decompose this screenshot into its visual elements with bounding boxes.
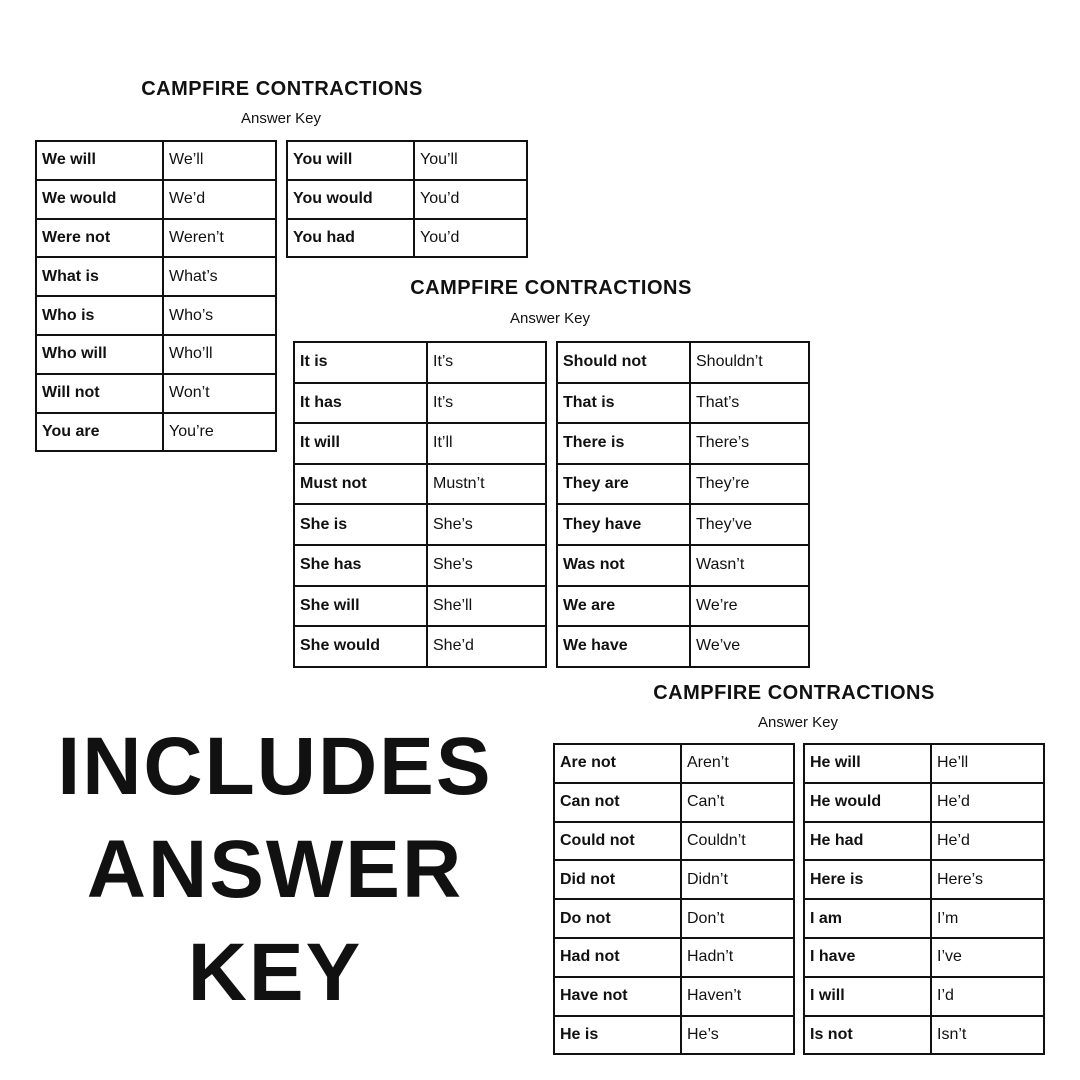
contraction-cell: Couldn’t [681, 822, 794, 861]
table-row [287, 141, 527, 180]
table-row [804, 860, 1044, 899]
contraction-cell: It’ll [427, 423, 546, 464]
contraction-cell: Didn’t [681, 860, 794, 899]
contraction-cell: She’ll [427, 586, 546, 627]
contraction-cell: They’re [690, 464, 809, 505]
sheet-2-subtitle: Answer Key [509, 310, 591, 327]
phrase-cell: You had [287, 219, 414, 258]
table-row [557, 545, 809, 586]
contraction-cell: You’d [414, 219, 527, 258]
contraction-cell: We’re [690, 586, 809, 627]
sheet-3-table-right [803, 743, 1045, 1055]
table-row [294, 586, 546, 627]
table-row [557, 464, 809, 505]
sheet-2-table-right [556, 341, 810, 668]
table-row [804, 938, 1044, 977]
table-row [554, 783, 794, 822]
contraction-cell: Wasn’t [690, 545, 809, 586]
contraction-cell: Shouldn’t [690, 342, 809, 383]
phrase-cell: He would [804, 783, 931, 822]
table-row [554, 938, 794, 977]
phrase-cell: Must not [294, 464, 427, 505]
contraction-cell: You’re [163, 413, 276, 452]
contraction-cell: Won’t [163, 374, 276, 413]
phrase-cell: There is [557, 423, 690, 464]
phrase-cell: I will [804, 977, 931, 1016]
contraction-cell: It’s [427, 342, 546, 383]
table-row [294, 504, 546, 545]
phrase-cell: Were not [36, 219, 163, 258]
table-row [557, 626, 809, 667]
phrase-cell: Will not [36, 374, 163, 413]
table-row [36, 141, 276, 180]
phrase-cell: She has [294, 545, 427, 586]
table-row [557, 586, 809, 627]
contraction-cell: She’s [427, 545, 546, 586]
promo-text [40, 715, 510, 1024]
table-row [804, 744, 1044, 783]
promo-line-key: KEY [187, 927, 363, 1018]
sheet-1-table-right [286, 140, 528, 258]
table-row [287, 219, 527, 258]
contraction-cell: You’d [414, 180, 527, 219]
contraction-cell: He’s [681, 1016, 794, 1055]
table-row [557, 504, 809, 545]
contraction-cell: That’s [690, 383, 809, 424]
table-row [554, 899, 794, 938]
table-row [554, 1016, 794, 1055]
table-row [294, 626, 546, 667]
table-row [294, 383, 546, 424]
phrase-cell: It has [294, 383, 427, 424]
contraction-cell: Here’s [931, 860, 1044, 899]
phrase-cell: We would [36, 180, 163, 219]
phrase-cell: We will [36, 141, 163, 180]
contraction-cell: She’s [427, 504, 546, 545]
phrase-cell: We have [557, 626, 690, 667]
table-row [554, 860, 794, 899]
phrase-cell: You will [287, 141, 414, 180]
table-row [804, 899, 1044, 938]
table-row [554, 744, 794, 783]
contraction-cell: Weren’t [163, 219, 276, 258]
phrase-cell: That is [557, 383, 690, 424]
table-row [36, 374, 276, 413]
contraction-cell: We’d [163, 180, 276, 219]
phrase-cell: Is not [804, 1016, 931, 1055]
phrase-cell: What is [36, 257, 163, 296]
table-row [294, 545, 546, 586]
phrase-cell: Should not [557, 342, 690, 383]
contraction-cell: He’d [931, 783, 1044, 822]
table-row [294, 342, 546, 383]
table-row [804, 977, 1044, 1016]
contraction-cell: Haven’t [681, 977, 794, 1016]
phrase-cell: Have not [554, 977, 681, 1016]
phrase-cell: Had not [554, 938, 681, 977]
sheet-1-subtitle: Answer Key [240, 110, 322, 127]
contraction-cell: It’s [427, 383, 546, 424]
table-row [36, 219, 276, 258]
phrase-cell: He is [554, 1016, 681, 1055]
contraction-cell: Who’s [163, 296, 276, 335]
phrase-cell: Who is [36, 296, 163, 335]
table-row [554, 822, 794, 861]
table-row [36, 296, 276, 335]
sheet-2-title: CAMPFIRE CONTRACTIONS [410, 277, 692, 299]
contraction-cell: You’ll [414, 141, 527, 180]
contraction-cell: They’ve [690, 504, 809, 545]
phrase-cell: Was not [557, 545, 690, 586]
contraction-cell: I’d [931, 977, 1044, 1016]
sheet-1-title: CAMPFIRE CONTRACTIONS [141, 78, 423, 100]
sheet-1-table-left [35, 140, 277, 452]
phrase-cell: You would [287, 180, 414, 219]
contraction-cell: I’ve [931, 938, 1044, 977]
phrase-cell: Are not [554, 744, 681, 783]
phrase-cell: You are [36, 413, 163, 452]
table-row [557, 342, 809, 383]
contraction-cell: Mustn’t [427, 464, 546, 505]
contraction-cell: He’ll [931, 744, 1044, 783]
contraction-cell: What’s [163, 257, 276, 296]
table-row [554, 977, 794, 1016]
contraction-cell: Can’t [681, 783, 794, 822]
phrase-cell: Did not [554, 860, 681, 899]
phrase-cell: They are [557, 464, 690, 505]
sheet-2-table-left [293, 341, 547, 668]
contraction-cell: Aren’t [681, 744, 794, 783]
phrase-cell: I have [804, 938, 931, 977]
phrase-cell: I am [804, 899, 931, 938]
table-row [804, 783, 1044, 822]
phrase-cell: She will [294, 586, 427, 627]
promo-line-includes: INCLUDES [57, 721, 493, 812]
sheet-3-title: CAMPFIRE CONTRACTIONS [653, 682, 935, 704]
promo-line-answer: ANSWER [86, 824, 464, 915]
table-row [36, 335, 276, 374]
contraction-cell: There’s [690, 423, 809, 464]
phrase-cell: It will [294, 423, 427, 464]
phrase-cell: Can not [554, 783, 681, 822]
table-row [294, 464, 546, 505]
sheet-3-subtitle: Answer Key [757, 714, 839, 731]
phrase-cell: We are [557, 586, 690, 627]
contraction-cell: Hadn’t [681, 938, 794, 977]
table-row [557, 423, 809, 464]
table-row [36, 257, 276, 296]
phrase-cell: Here is [804, 860, 931, 899]
table-row [804, 1016, 1044, 1055]
phrase-cell: He will [804, 744, 931, 783]
sheet-3-table-left [553, 743, 795, 1055]
phrase-cell: She would [294, 626, 427, 667]
contraction-cell: She’d [427, 626, 546, 667]
table-row [36, 180, 276, 219]
table-row [287, 180, 527, 219]
contraction-cell: I’m [931, 899, 1044, 938]
contraction-cell: He’d [931, 822, 1044, 861]
table-row [36, 413, 276, 452]
contraction-cell: Isn’t [931, 1016, 1044, 1055]
phrase-cell: Do not [554, 899, 681, 938]
phrase-cell: Could not [554, 822, 681, 861]
phrase-cell: He had [804, 822, 931, 861]
phrase-cell: It is [294, 342, 427, 383]
table-row [294, 423, 546, 464]
phrase-cell: They have [557, 504, 690, 545]
table-row [557, 383, 809, 424]
contraction-cell: We’ve [690, 626, 809, 667]
contraction-cell: We’ll [163, 141, 276, 180]
phrase-cell: She is [294, 504, 427, 545]
contraction-cell: Who’ll [163, 335, 276, 374]
table-row [804, 822, 1044, 861]
phrase-cell: Who will [36, 335, 163, 374]
contraction-cell: Don’t [681, 899, 794, 938]
